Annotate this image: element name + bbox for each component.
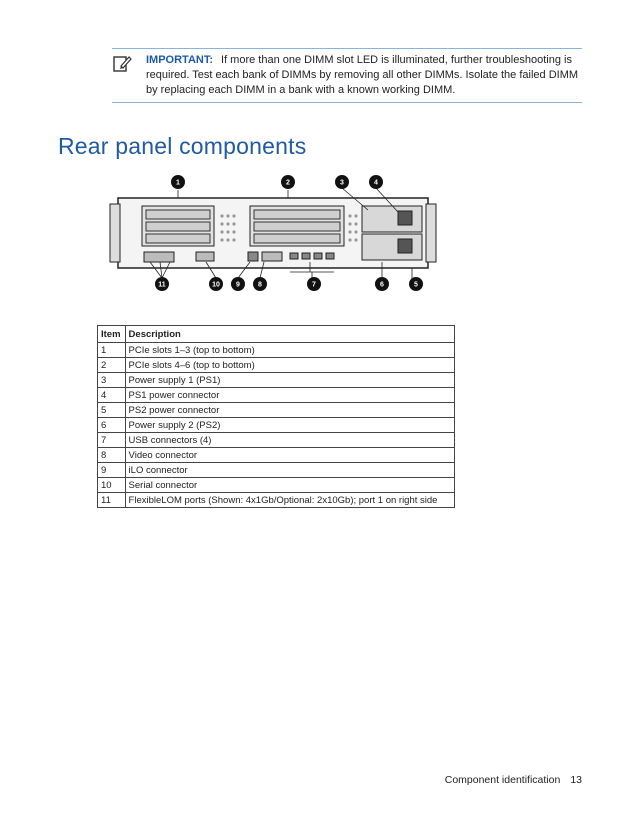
table-row [98,373,455,388]
row-item: 9 [98,463,126,478]
callout-7-label: 7 [312,281,316,289]
row-description: Power supply 1 (PS1) [125,373,454,388]
important-text-block [146,53,582,98]
callout-4-label: 4 [374,179,378,187]
callout-5-label: 5 [414,281,418,289]
row-item: 3 [98,373,126,388]
row-description: Power supply 2 (PS2) [125,418,454,433]
callout-6-label: 6 [380,281,384,289]
table-row [98,448,455,463]
callout-11-label: 11 [158,281,166,289]
row-description: PS1 power connector [125,388,454,403]
row-description: PCIe slots 4–6 (top to bottom) [125,358,454,373]
table-row [98,358,455,373]
row-item: 11 [98,493,126,508]
footer-section-name: Component identification [444,774,561,786]
row-description: iLO connector [125,463,454,478]
row-description: FlexibleLOM ports (Shown: 4x1Gb/Optional: 2x10Gb); port 1 on right side [125,493,454,508]
row-description: PCIe slots 1–3 (top to bottom) [125,343,454,358]
table-row [98,343,455,358]
table-row [98,433,455,448]
callout-3-label: 3 [340,179,344,187]
callout-10-label: 10 [212,281,220,289]
header-item: Item [98,326,126,343]
callout-1-label: 1 [176,179,180,187]
row-item: 6 [98,418,126,433]
table-header-row [98,326,455,343]
table-row [98,388,455,403]
row-item: 10 [98,478,126,493]
row-item: 8 [98,448,126,463]
callout-2-label: 2 [286,179,290,187]
important-label: IMPORTANT: [146,54,214,66]
page-number: 13 [570,774,582,786]
rear-panel-table [97,325,455,508]
rear-panel-figure [100,168,460,298]
section-title: Rear panel components [58,133,307,160]
table-row [98,493,455,508]
important-bottom-rule [112,102,582,103]
row-item: 2 [98,358,126,373]
important-top-rule [112,48,582,49]
row-description: USB connectors (4) [125,433,454,448]
callout-9-label: 9 [236,281,240,289]
callout-8-label: 8 [258,281,262,289]
row-description: Video connector [125,448,454,463]
important-note [112,48,582,103]
important-text: If more than one DIMM slot LED is illuminated, further troubleshooting is required. Test each bank of DIMMs by removing all other DIMMs. Isolate the failed DIMM by replacing each DIMM in a bank with a known working DIMM. [146,54,579,96]
important-note-icon [112,54,132,74]
table-row [98,403,455,418]
header-description: Description [125,326,454,343]
row-description: PS2 power connector [125,403,454,418]
rear-panel-illustration [100,168,460,298]
page-footer [445,774,582,786]
row-item: 4 [98,388,126,403]
row-item: 5 [98,403,126,418]
row-item: 7 [98,433,126,448]
row-item: 1 [98,343,126,358]
table-row [98,478,455,493]
table-row [98,463,455,478]
table-row [98,418,455,433]
row-description: Serial connector [125,478,454,493]
